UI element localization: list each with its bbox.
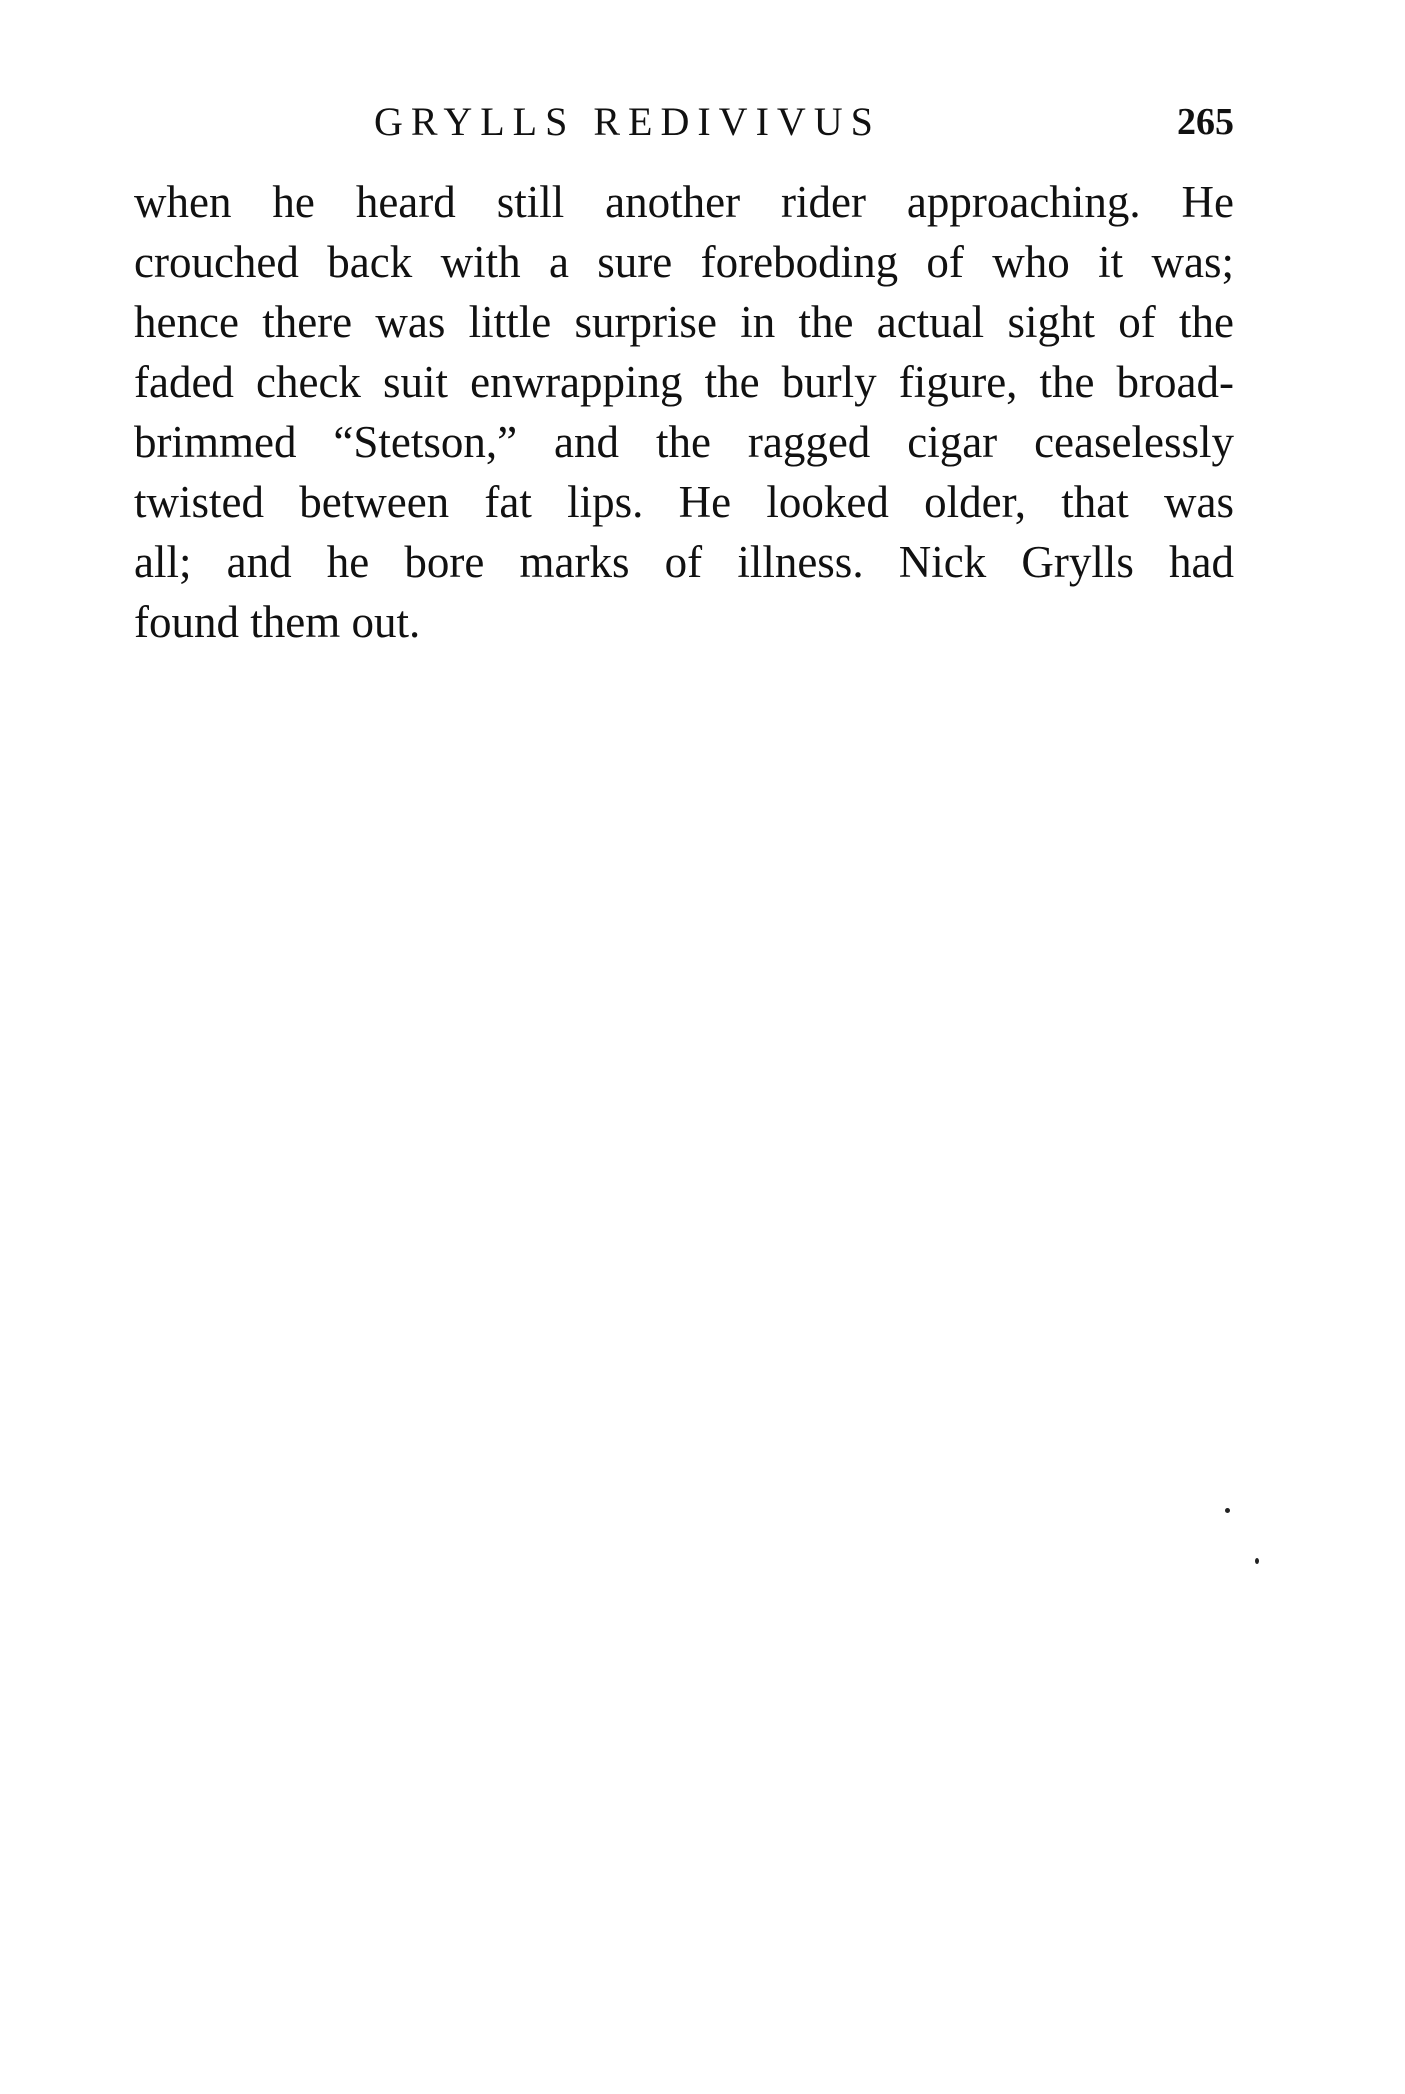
- text-line: found them out.: [134, 597, 421, 647]
- ink-speck: [1225, 1508, 1230, 1513]
- text-line: when he heard still another rider approaching. He: [134, 177, 1234, 227]
- page-number: 265: [1177, 101, 1234, 143]
- ink-speck: [1255, 1558, 1259, 1564]
- text-line: brimmed “Stetson,” and the ragged cigar ceaselessly: [134, 417, 1234, 467]
- body-text: [134, 172, 1234, 652]
- running-title: GRYLLS REDIVIVUS: [374, 99, 881, 144]
- text-line: hence there was little surprise in the actual sight of the: [134, 297, 1234, 347]
- text-line: crouched back with a sure foreboding of who it was;: [134, 237, 1234, 287]
- running-head: [134, 92, 1234, 152]
- text-line: twisted between fat lips. He looked older, that was: [134, 477, 1234, 527]
- text-line: all; and he bore marks of illness. Nick Grylls had: [134, 537, 1234, 587]
- text-line: faded check suit enwrapping the burly figure, the broad-: [134, 357, 1234, 407]
